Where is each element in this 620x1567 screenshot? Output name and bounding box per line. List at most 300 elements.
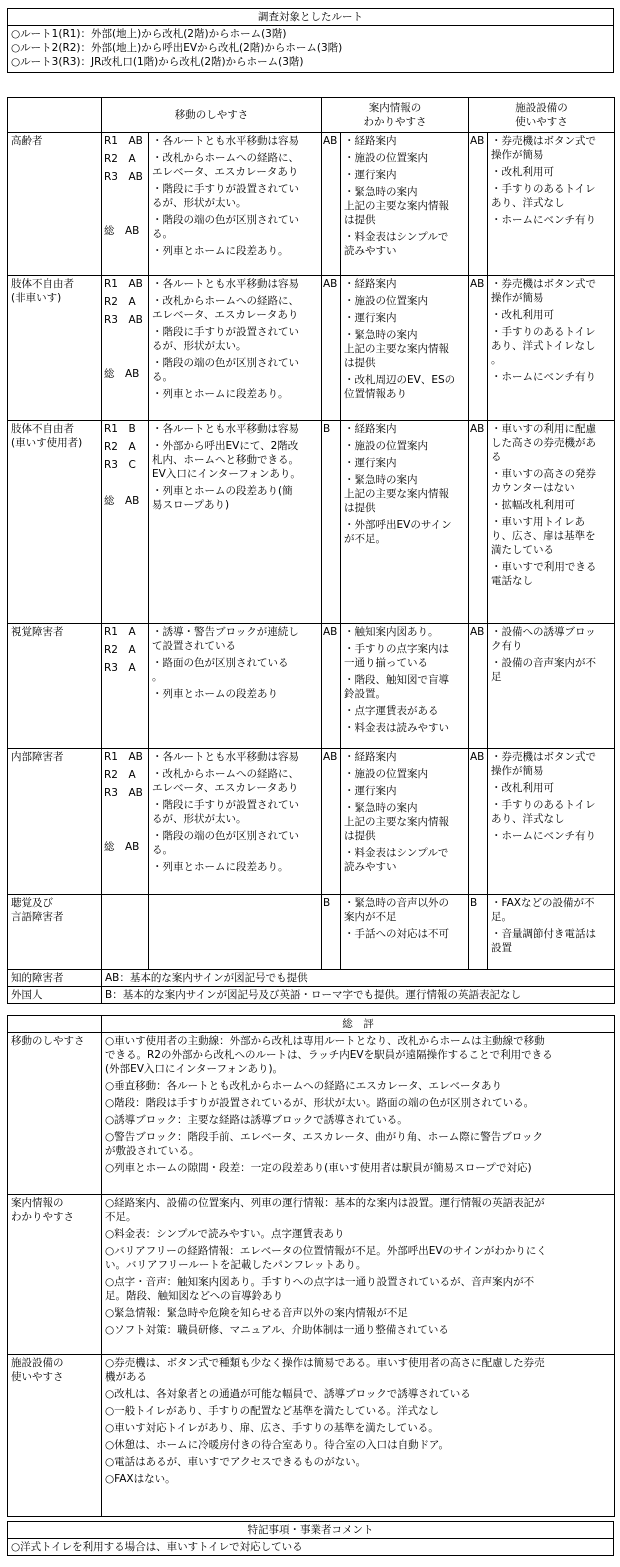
- route-codes: [102, 133, 148, 275]
- move-item: [152, 860, 318, 874]
- route-code: R1 A: [104, 626, 136, 638]
- text-line: 操作が簡易: [491, 292, 544, 304]
- fac-text: [487, 624, 614, 748]
- category-cell: [8, 749, 102, 895]
- text-line: ・車いすの高さの発券: [491, 468, 596, 480]
- route-code: [104, 188, 146, 206]
- text-line: 電話なし: [491, 575, 533, 587]
- fac-item: [491, 182, 611, 210]
- category-cell: [8, 895, 102, 970]
- move-text: [148, 421, 321, 623]
- info-cell-inner: [322, 133, 468, 275]
- note-text: AB：基本的な案内サインが図記号でも提供: [102, 970, 615, 987]
- text-line: ・外部から呼出EVにて、2階改: [152, 440, 299, 452]
- route-codes: [102, 895, 148, 969]
- text-line: ・改札利用可: [491, 166, 554, 178]
- text-line: ・設備の音声案内が不: [491, 657, 596, 669]
- text-line: ・ホームにベンチ有り: [491, 214, 596, 226]
- fac-cell: [469, 895, 615, 970]
- text-line: ・各ルートとも水平移動は容易: [152, 278, 299, 290]
- route-code: [104, 804, 146, 822]
- note-category: 知的障害者: [8, 970, 102, 987]
- text-line: る。: [152, 228, 173, 240]
- info-text: [340, 624, 468, 748]
- text-line: ・階段、触知図で盲導: [344, 674, 449, 686]
- route-item: ○ルート2(R2)：外部(地上)から呼出EVから改札(2階)からホーム(3階): [11, 42, 343, 54]
- info-text: [340, 276, 468, 420]
- category-label: (非車いす): [11, 292, 62, 304]
- summary-item: [105, 1130, 611, 1158]
- text-line: ・手すりのあるトイレ: [491, 799, 596, 811]
- fac-text: [487, 421, 614, 623]
- text-line: 操作が簡易: [491, 149, 544, 161]
- route-code: [104, 331, 146, 349]
- text-line: ○料金表：シンプルで読みやすい。点字運賃表あり: [105, 1228, 345, 1240]
- text-line: ・改札からホームへの経路に、: [152, 152, 299, 164]
- move-item: [152, 325, 318, 353]
- summary-category: [8, 1195, 102, 1355]
- summary-items: [102, 1195, 615, 1355]
- text-line: ・手話への対応は不可: [344, 928, 449, 940]
- move-item: [152, 656, 318, 684]
- route-code: [104, 733, 146, 749]
- fac-item: [491, 422, 611, 464]
- text-line: ・路面の色が区別されている: [152, 657, 289, 669]
- text-line: る。: [152, 844, 173, 856]
- text-line: ・拡幅改札利用可: [491, 499, 575, 511]
- route-codes: [102, 276, 148, 420]
- text-line: ・列車とホームの段差あり: [152, 688, 278, 700]
- category-label: 肢体不自由者: [11, 423, 74, 435]
- info-cell-inner: [322, 421, 468, 623]
- fac-cell: [469, 749, 615, 895]
- fac-item: [491, 213, 611, 227]
- text-line: ○バリアフリーの経路情報：エレベータの位置情報が不足。外部呼出EVのサインがわかりにく: [105, 1245, 547, 1257]
- category-cell: [8, 276, 102, 421]
- text-line: ○ソフト対策：職員研修、マニュアル、介助体制は一通り整備されている: [105, 1324, 449, 1336]
- info-item: [344, 673, 465, 701]
- note-category: 外国人: [8, 987, 102, 1004]
- text-line: ・運行案内: [344, 312, 397, 324]
- info-item: [344, 625, 465, 639]
- text-line: ・各ルートとも水平移動は容易: [152, 135, 299, 147]
- info-item: [344, 151, 465, 165]
- text-line: ク有り: [491, 640, 523, 652]
- info-text: [340, 895, 468, 969]
- info-grade: AB: [323, 751, 338, 763]
- move-text: [148, 276, 321, 420]
- move-cell: [102, 421, 322, 624]
- text-line: ・誘導・警告ブロックが連続し: [152, 626, 299, 638]
- text-line: る: [491, 451, 502, 463]
- fac-item: [491, 165, 611, 179]
- col-move-header: 移動のしやすさ: [102, 98, 322, 133]
- text-line: ・改札利用可: [491, 309, 554, 321]
- text-line: ・各ルートとも水平移動は容易: [152, 423, 299, 435]
- summary-item: [105, 1472, 611, 1486]
- text-line: 足。階段、触知図などへの盲導鈴あり: [105, 1290, 284, 1302]
- text-line: ・触知案内図あり。: [344, 626, 439, 638]
- fac-text: [487, 276, 614, 420]
- text-line: 。: [491, 354, 502, 366]
- text-line: ・料金表は読みやすい: [344, 722, 449, 734]
- info-cell-inner: [322, 749, 468, 894]
- category-label: わかりやすさ: [11, 1211, 74, 1223]
- text-line: は提供: [344, 830, 376, 842]
- summary-category: [8, 1355, 102, 1517]
- info-item: [344, 721, 465, 735]
- fac-cell: [469, 421, 615, 624]
- move-item: [152, 134, 318, 148]
- route-code: [104, 349, 146, 367]
- route-code: R2 A: [104, 644, 136, 656]
- fac-grade: AB: [470, 751, 485, 763]
- text-line: ○電話はあるが、車いすでアクセスできるものがない。: [105, 1456, 367, 1468]
- info-grade: B: [323, 423, 331, 435]
- move-item: [152, 356, 318, 384]
- fac-text: [487, 133, 614, 275]
- fac-item: [491, 896, 611, 924]
- move-text: [148, 133, 321, 275]
- text-line: 読みやすい: [344, 245, 397, 257]
- route-codes: [102, 624, 148, 748]
- route-item: ○ルート1(R1)：外部(地上)から改札(2階)からホーム(3階): [11, 28, 287, 40]
- text-line: ・緊急時の音声以外の: [344, 897, 449, 909]
- text-line: ・券売機はボタン式で: [491, 751, 596, 763]
- category-label: 聴覚及び: [11, 897, 53, 909]
- text-line: ・列車とホームの段差あり(簡: [152, 485, 293, 497]
- text-line: ・設備への誘導ブロッ: [491, 626, 596, 638]
- move-cell-inner: [102, 421, 321, 623]
- info-item: [344, 518, 465, 546]
- route-code: R3 AB: [104, 314, 143, 326]
- info-item: [344, 373, 465, 401]
- move-cell: [102, 276, 322, 421]
- info-text: [340, 749, 468, 894]
- fac-item: [491, 829, 611, 843]
- text-line: ・改札からホームへの経路に、: [152, 295, 299, 307]
- info-item: [344, 456, 465, 470]
- info-item: [344, 896, 465, 924]
- route-code: R2 A: [104, 153, 136, 165]
- text-line: は提供: [344, 357, 376, 369]
- text-line: EV入口にインターフォンあり。: [152, 468, 301, 480]
- text-line: ・料金表はシンプルで: [344, 847, 449, 859]
- text-line: 読みやすい: [344, 861, 397, 873]
- text-line: 設置: [491, 942, 512, 954]
- text-line: あり、洋式なし: [491, 197, 565, 209]
- route-code: R1 AB: [104, 135, 143, 147]
- route-code: [104, 206, 146, 224]
- text-line: ・改札からホームへの経路に、: [152, 768, 299, 780]
- fac-item: [491, 325, 611, 367]
- text-line: 鈴設置。: [344, 688, 386, 700]
- category-label: 施設設備の: [11, 1357, 64, 1369]
- move-text: [148, 624, 321, 748]
- text-line: 不足。: [105, 1211, 137, 1223]
- fac-cell-inner: [469, 749, 614, 894]
- move-cell: [102, 624, 322, 749]
- text-line: て設置されている: [152, 640, 236, 652]
- info-grade: AB: [323, 278, 338, 290]
- summary-item: [105, 1244, 611, 1272]
- move-item: [152, 829, 318, 857]
- summary-item: [105, 1306, 611, 1320]
- text-line: 機がある: [105, 1371, 147, 1383]
- text-line: 足: [491, 671, 502, 683]
- text-line: が不足。: [344, 533, 386, 545]
- move-cell-inner: [102, 895, 321, 969]
- info-item: [344, 750, 465, 764]
- text-line: ○誘導ブロック：主要な経路は誘導ブロックで誘導されている。: [105, 1114, 408, 1126]
- text-line: ○車いす使用者の主動線：外部から改札は専用ルートとなり、改札からホームは主動線で移動: [105, 1035, 545, 1047]
- info-item: [344, 784, 465, 798]
- route-code: [104, 822, 146, 840]
- info-cell: [322, 133, 469, 276]
- route-code: [104, 715, 146, 733]
- special-table: [7, 1521, 614, 1556]
- fac-text: [487, 749, 614, 894]
- fac-item: [491, 277, 611, 305]
- text-line: ・運行案内: [344, 457, 397, 469]
- text-line: 操作が簡易: [491, 765, 544, 777]
- move-item: [152, 277, 318, 291]
- text-line: ・車いすの利用に配慮: [491, 423, 596, 435]
- info-item: [344, 473, 465, 515]
- text-line: ・列車とホームに段差あり。: [152, 861, 289, 873]
- summary-item: [105, 1323, 611, 1337]
- info-cell-inner: [322, 895, 468, 969]
- text-line: ・階段に手すりが設置されてい: [152, 799, 299, 811]
- route-code: R2 A: [104, 769, 136, 781]
- category-label: 使いやすさ: [11, 1371, 64, 1383]
- category-label: 言語障害者: [11, 911, 64, 923]
- summary-item: [105, 1421, 611, 1435]
- text-line: 一通り揃っている: [344, 657, 428, 669]
- fac-item: [491, 515, 611, 557]
- text-line: ・券売機はボタン式で: [491, 278, 596, 290]
- info-item: [344, 277, 465, 291]
- move-cell: [102, 133, 322, 276]
- route-code: 総 AB: [104, 368, 140, 380]
- summary-item: [105, 1227, 611, 1241]
- route-code: R1 AB: [104, 751, 143, 763]
- fac-grade: AB: [470, 626, 485, 638]
- text-line: ○休憩は、ホームに冷暖房付きの待合室あり。待合室の入口は自動ドア。: [105, 1439, 450, 1451]
- route-code: R3 AB: [104, 171, 143, 183]
- fac-grade: AB: [470, 278, 485, 290]
- fac-item: [491, 370, 611, 384]
- route-code: R3 A: [104, 662, 136, 674]
- eval-corner: [8, 98, 102, 133]
- fac-item: [491, 467, 611, 495]
- text-line: ○一般トイレがあり、手すりの配置など基準を満たしている。洋式なし: [105, 1405, 440, 1417]
- summary-table: [7, 1015, 615, 1517]
- info-grade: AB: [323, 626, 338, 638]
- text-line: ・運行案内: [344, 785, 397, 797]
- text-line: ○緊急情報：緊急時や危険を知らせる音声以外の案内情報が不足: [105, 1307, 408, 1319]
- text-line: ・階段の端の色が区別されてい: [152, 357, 299, 369]
- summary-items: [102, 1033, 615, 1195]
- category-label: 肢体不自由者: [11, 278, 74, 290]
- move-item: [152, 625, 318, 653]
- summary-item: [105, 1404, 611, 1418]
- fac-item: [491, 781, 611, 795]
- move-text: [148, 749, 321, 894]
- fac-item: [491, 134, 611, 162]
- text-line: ○垂直移動：各ルートとも改札からホームへの経路にエスカレータ、エレベータあり: [105, 1080, 503, 1092]
- text-line: ○FAXはない。: [105, 1473, 176, 1485]
- text-line: ・改札利用可: [491, 782, 554, 794]
- move-item: [152, 422, 318, 436]
- text-line: ・ホームにベンチ有り: [491, 371, 596, 383]
- category-label: 内部障害者: [11, 751, 64, 763]
- routes-header: 調査対象としたルート: [8, 9, 614, 26]
- route-code: R1 B: [104, 423, 136, 435]
- move-item: [152, 213, 318, 241]
- text-line: した高さの券売機があ: [491, 437, 596, 449]
- route-code: 総 AB: [104, 225, 140, 237]
- text-line: ・列車とホームに段差あり。: [152, 388, 289, 400]
- text-line: ○階段：階段は手すりが設置されているが、形状が太い。路面の端の色が区別されている。: [105, 1097, 535, 1109]
- move-cell: [102, 749, 322, 895]
- move-item: [152, 182, 318, 210]
- text-line: ○経路案内、設備の位置案内、列車の運行情報：基本的な案内は設置。運行情報の英語表記が: [105, 1197, 545, 1209]
- route-item: ○ルート3(R3)：JR改札口(1階)から改札(2階)からホーム(3階): [11, 56, 304, 68]
- text-line: る。: [152, 371, 173, 383]
- info-item: [344, 311, 465, 325]
- info-cell: [322, 276, 469, 421]
- text-line: ・経路案内: [344, 751, 397, 763]
- summary-item: [105, 1455, 611, 1469]
- text-line: は提供: [344, 214, 376, 226]
- summary-item: [105, 1356, 611, 1384]
- move-cell-inner: [102, 133, 321, 275]
- move-item: [152, 244, 318, 258]
- fac-item: [491, 927, 611, 955]
- category-cell: [8, 133, 102, 276]
- info-item: [344, 801, 465, 843]
- info-item: [344, 846, 465, 874]
- text-line: 案内が不足: [344, 911, 397, 923]
- text-line: ・経路案内: [344, 423, 397, 435]
- special-header: 特記事項・事業者コメント: [8, 1522, 614, 1539]
- text-line: カウンターはない: [491, 482, 575, 494]
- fac-item: [491, 498, 611, 512]
- text-line: ○列車とホームの隙間・段差：一定の段差あり(車いす使用者は駅員が簡易スロープで対応): [105, 1162, 532, 1174]
- info-text: [340, 133, 468, 275]
- info-item: [344, 767, 465, 781]
- text-line: できる。R2の外部から改札へのルートは、ラッチ内EVを駅員が遠隔操作することで利用できる: [105, 1049, 553, 1061]
- category-label: 高齢者: [11, 135, 43, 147]
- text-line: あり、洋式トイレなし: [491, 340, 596, 352]
- fac-cell-inner: [469, 895, 614, 969]
- routes-list: [8, 26, 614, 73]
- move-text: [148, 895, 321, 969]
- fac-item: [491, 625, 611, 653]
- text-line: ・車いす用トイレあ: [491, 516, 585, 528]
- route-code: R2 A: [104, 441, 136, 453]
- text-line: 上記の主要な案内情報: [344, 343, 449, 355]
- text-line: ・料金表はシンプルで: [344, 231, 449, 243]
- text-line: ・経路案内: [344, 135, 397, 147]
- summary-item: [105, 1275, 611, 1303]
- summary-item: [105, 1196, 611, 1224]
- text-line: 。: [152, 671, 163, 683]
- info-item: [344, 294, 465, 308]
- route-code: R3 C: [104, 459, 136, 471]
- text-line: ○点字・音声：触知案内図あり。手すりへの点字は一通り設置されているが、音声案内が不: [105, 1276, 535, 1288]
- col-info-header: 案内情報の わかりやすさ: [322, 98, 469, 133]
- fac-item: [491, 798, 611, 826]
- text-line: 満たしている: [491, 544, 554, 556]
- text-line: ・階段に手すりが設置されてい: [152, 326, 299, 338]
- info-item: [344, 328, 465, 370]
- move-item: [152, 687, 318, 701]
- text-line: あり、洋式なし: [491, 813, 565, 825]
- route-code: R2 A: [104, 296, 136, 308]
- text-line: ○券売機は、ボタン式で種類も少なく操作は簡易である。車いす使用者の高さに配慮した券売: [105, 1357, 545, 1369]
- category-cell: [8, 421, 102, 624]
- text-line: ○警告ブロック：階段手前、エレベータ、エスカレータ、曲がり角、ホーム際に警告ブロック: [105, 1131, 543, 1143]
- special-text: ○洋式トイレを利用する場合は、車いすトイレで対応している: [8, 1539, 614, 1556]
- text-line: エレベータ、エスカレータあり: [152, 309, 299, 321]
- text-line: 上記の主要な案内情報: [344, 200, 449, 212]
- fac-cell: [469, 624, 615, 749]
- text-line: ・各ルートとも水平移動は容易: [152, 751, 299, 763]
- info-cell: [322, 421, 469, 624]
- summary-items: [102, 1355, 615, 1517]
- text-line: ・緊急時の案内: [344, 802, 418, 814]
- text-line: 足。: [491, 911, 512, 923]
- text-line: ・階段の端の色が区別されてい: [152, 830, 299, 842]
- summary-item: [105, 1387, 611, 1401]
- info-item: [344, 185, 465, 227]
- fac-text: [487, 895, 614, 969]
- move-item: [152, 294, 318, 322]
- info-item: [344, 642, 465, 670]
- category-label: (車いす使用者): [11, 437, 83, 449]
- move-item: [152, 767, 318, 795]
- fac-grade: AB: [470, 135, 485, 147]
- info-item: [344, 134, 465, 148]
- text-line: り、広さ、扉は基準を: [491, 530, 596, 542]
- fac-item: [491, 560, 611, 588]
- text-line: ・券売機はボタン式で: [491, 135, 596, 147]
- summary-category: [8, 1033, 102, 1195]
- fac-cell-inner: [469, 624, 614, 748]
- route-codes: [102, 421, 148, 623]
- text-line: ・手すりのあるトイレ: [491, 326, 596, 338]
- summary-item: [105, 1161, 611, 1175]
- info-item: [344, 704, 465, 718]
- fac-item: [491, 308, 611, 322]
- move-cell-inner: [102, 749, 321, 894]
- category-label: 案内情報の: [11, 1197, 64, 1209]
- summary-item: [105, 1079, 611, 1093]
- move-cell: [102, 895, 322, 970]
- text-line: ・FAXなどの設備が不: [491, 897, 595, 909]
- route-code: [104, 476, 146, 494]
- text-line: ・階段に手すりが設置されてい: [152, 183, 299, 195]
- text-line: るが、形状が太い。: [152, 813, 247, 825]
- text-line: ・緊急時の案内: [344, 186, 418, 198]
- summary-item: [105, 1096, 611, 1110]
- text-line: ・緊急時の案内: [344, 474, 418, 486]
- text-line: ○改札は、各対象者との通過が可能な幅員で、誘導ブロックで誘導されている: [105, 1388, 471, 1400]
- info-cell-inner: [322, 624, 468, 748]
- text-line: エレベータ、エスカレータあり: [152, 782, 299, 794]
